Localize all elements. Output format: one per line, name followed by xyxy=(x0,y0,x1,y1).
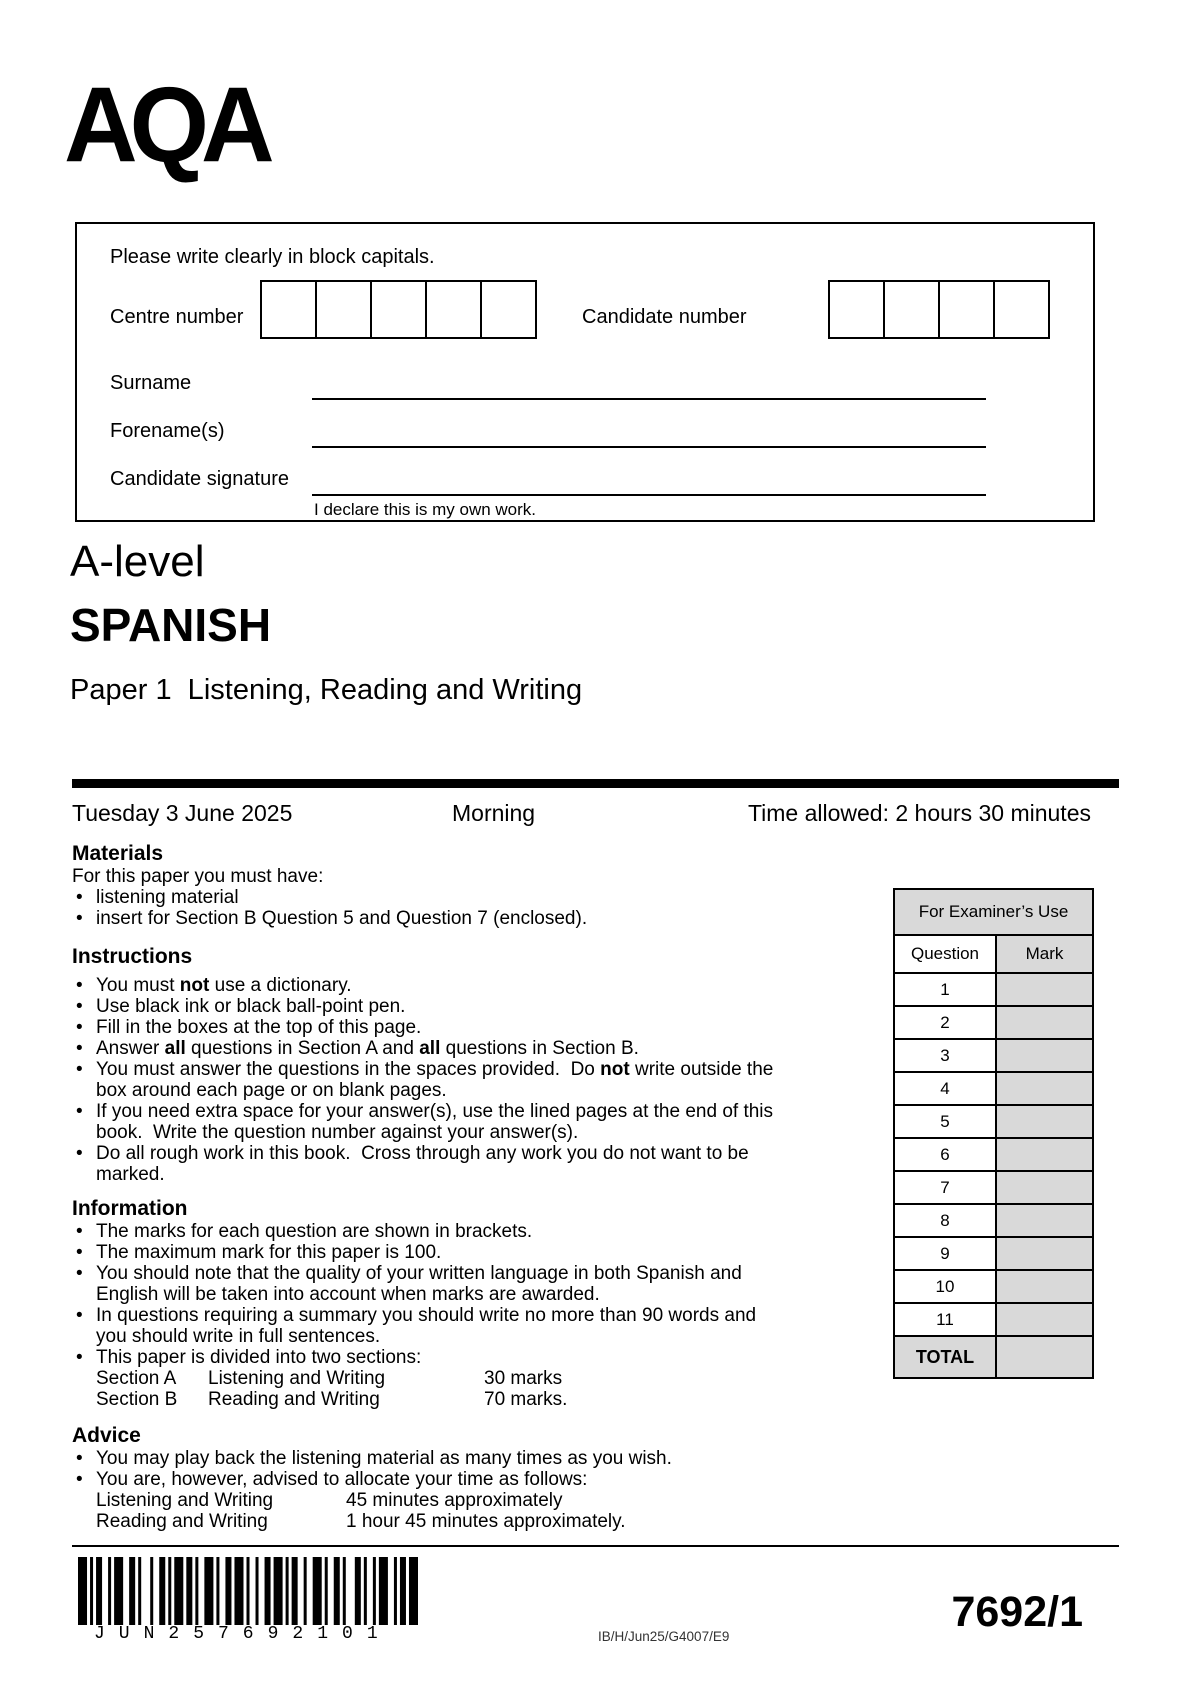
bullet-icon: • xyxy=(76,1101,83,1122)
materials-item: • insert for Section B Question 5 and Question 7 (enclosed). xyxy=(72,908,786,929)
bullet-icon: • xyxy=(76,1242,83,1263)
bullet-icon: • xyxy=(76,1263,83,1284)
candidate-number-digit-box[interactable] xyxy=(828,280,885,339)
information-heading: Information xyxy=(72,1197,188,1220)
candidate-number-digit-box[interactable] xyxy=(885,280,940,339)
for-examiners-use-table xyxy=(893,888,1094,1379)
barcode xyxy=(78,1557,418,1625)
mark-entry-cell[interactable] xyxy=(996,1039,1093,1072)
total-mark-entry-cell[interactable] xyxy=(996,1336,1093,1378)
barcode-text: JUN257692101 xyxy=(94,1624,392,1644)
instructions-heading: Instructions xyxy=(72,945,193,968)
section-marks-row: Section A Listening and Writing 30 marks xyxy=(96,1368,563,1389)
qualification-title: A-level xyxy=(70,537,205,586)
question-number-cell: 11 xyxy=(894,1303,996,1336)
paper-title: Paper 1 Listening, Reading and Writing xyxy=(70,674,583,706)
mark-entry-cell[interactable] xyxy=(996,1204,1093,1237)
candidate-number-label: Candidate number xyxy=(582,306,747,328)
mark-entry-cell[interactable] xyxy=(996,1237,1093,1270)
bullet-icon: • xyxy=(76,1469,83,1490)
time-allocation-row: Reading and Writing 1 hour 45 minutes approximately. xyxy=(96,1511,626,1532)
advice-item: • You are, however, advised to allocate your time as follows: xyxy=(72,1469,786,1490)
examiner-table-row xyxy=(894,1204,1093,1237)
bullet-icon: • xyxy=(76,908,83,929)
declaration-text: I declare this is my own work. xyxy=(314,500,537,519)
examiner-table-title: For Examiner’s Use xyxy=(894,889,1093,935)
materials-intro: For this paper you must have: xyxy=(72,866,324,887)
question-number-cell: 1 xyxy=(894,973,996,1006)
bullet-icon: • xyxy=(76,1059,83,1080)
information-item: • The marks for each question are shown in brackets. xyxy=(72,1221,786,1242)
time-allowed: Time allowed: 2 hours 30 minutes xyxy=(747,800,1091,826)
exam-date: Tuesday 3 June 2025 xyxy=(72,800,293,826)
mark-entry-cell[interactable] xyxy=(996,1270,1093,1303)
bullet-icon: • xyxy=(76,1305,83,1326)
bullet-icon: • xyxy=(76,1448,83,1469)
question-number-cell: 6 xyxy=(894,1138,996,1171)
advice-item: • You may play back the listening material as many times as you wish. xyxy=(72,1448,786,1469)
session-row xyxy=(72,800,1119,827)
examiner-table-row xyxy=(894,1171,1093,1204)
instructions-item: • If you need extra space for your answer(s), use the lined pages at the end of this book. Write the question number against your answer(s). xyxy=(72,1101,786,1143)
centre-number-boxes xyxy=(260,280,537,339)
candidate-signature-field[interactable] xyxy=(312,442,986,496)
candidate-signature-label: Candidate signature xyxy=(110,468,290,490)
examiner-table-row xyxy=(894,1105,1093,1138)
mark-entry-cell[interactable] xyxy=(996,973,1093,1006)
mark-entry-cell[interactable] xyxy=(996,1105,1093,1138)
instructions-item: • Do all rough work in this book. Cross through any work you do not want to be marked. xyxy=(72,1143,786,1185)
paper-code: 7692/1 xyxy=(951,1588,1083,1636)
block-capitals-instruction: Please write clearly in block capitals. xyxy=(110,246,435,268)
instructions-item: • You must answer the questions in the spaces provided. Do not write outside the box around each page or on blank pages. xyxy=(72,1059,786,1101)
bullet-icon: • xyxy=(76,1221,83,1242)
examiner-table-row xyxy=(894,1072,1093,1105)
surname-field[interactable] xyxy=(312,346,986,400)
examiner-table-row xyxy=(894,1138,1093,1171)
forenames-field[interactable] xyxy=(312,394,986,448)
centre-number-digit-box[interactable] xyxy=(427,280,482,339)
question-column-header: Question xyxy=(894,935,996,973)
centre-number-digit-box[interactable] xyxy=(317,280,372,339)
examiner-table-row xyxy=(894,1006,1093,1039)
exam-time-of-day: Morning xyxy=(452,800,536,826)
centre-number-digit-box[interactable] xyxy=(260,280,317,339)
examiner-table-header-row xyxy=(894,935,1093,973)
centre-number-digit-box[interactable] xyxy=(482,280,537,339)
total-label-cell: TOTAL xyxy=(894,1336,996,1378)
question-number-cell: 5 xyxy=(894,1105,996,1138)
subject-title: SPANISH xyxy=(70,599,272,651)
examiner-table-row xyxy=(894,1237,1093,1270)
centre-number-label: Centre number xyxy=(110,306,244,328)
question-number-cell: 2 xyxy=(894,1006,996,1039)
information-item: • In questions requiring a summary you should write no more than 90 words and you should write in full sentences. xyxy=(72,1305,786,1347)
question-number-cell: 4 xyxy=(894,1072,996,1105)
bullet-icon: • xyxy=(76,1017,83,1038)
examiner-table-body xyxy=(894,889,1093,1378)
mark-entry-cell[interactable] xyxy=(996,1138,1093,1171)
question-number-cell: 8 xyxy=(894,1204,996,1237)
materials-heading: Materials xyxy=(72,842,164,865)
examiner-table-title-row xyxy=(894,889,1093,935)
information-item: • This paper is divided into two sections: xyxy=(72,1347,786,1368)
time-allocation-row: Listening and Writing 45 minutes approximately xyxy=(96,1490,563,1511)
information-item: • The maximum mark for this paper is 100. xyxy=(72,1242,786,1263)
information-item: • You should note that the quality of your written language in both Spanish and English will be taken into account when marks are awarded. xyxy=(72,1263,786,1305)
forenames-label: Forename(s) xyxy=(110,420,225,442)
section-marks-row: Section B Reading and Writing 70 marks. xyxy=(96,1389,568,1410)
surname-label: Surname xyxy=(110,372,192,394)
candidate-details-box xyxy=(75,222,1095,522)
examiner-table-row xyxy=(894,1270,1093,1303)
bullet-icon: • xyxy=(76,1347,83,1368)
mark-entry-cell[interactable] xyxy=(996,1072,1093,1105)
examiner-table-row xyxy=(894,1039,1093,1072)
bullet-icon: • xyxy=(76,1143,83,1164)
mark-entry-cell[interactable] xyxy=(996,1171,1093,1204)
candidate-number-digit-box[interactable] xyxy=(995,280,1050,339)
aqa-logo: AQA xyxy=(64,65,267,185)
title-divider-rule xyxy=(72,779,1119,788)
footer-divider-rule xyxy=(72,1545,1119,1547)
question-number-cell: 9 xyxy=(894,1237,996,1270)
bullet-icon: • xyxy=(76,1038,83,1059)
mark-entry-cell[interactable] xyxy=(996,1303,1093,1336)
instructions-item: • You must not use a dictionary. xyxy=(72,975,786,996)
question-number-cell: 3 xyxy=(894,1039,996,1072)
examiner-table-total-row xyxy=(894,1336,1093,1378)
instructions-item: • Answer all questions in Section A and all questions in Section B. xyxy=(72,1038,786,1059)
reference-code: IB/H/Jun25/G4007/E9 xyxy=(598,1629,730,1644)
bullet-icon: • xyxy=(76,996,83,1017)
examiner-table-row xyxy=(894,973,1093,1006)
candidate-number-digit-box[interactable] xyxy=(940,280,995,339)
question-number-cell: 7 xyxy=(894,1171,996,1204)
centre-number-digit-box[interactable] xyxy=(372,280,427,339)
cover-text-column xyxy=(72,842,786,1532)
candidate-number-boxes xyxy=(828,280,1050,339)
bullet-icon: • xyxy=(76,887,83,908)
materials-item: • listening material xyxy=(72,887,786,908)
advice-heading: Advice xyxy=(72,1424,141,1447)
instructions-item: • Use black ink or black ball-point pen. xyxy=(72,996,786,1017)
bullet-icon: • xyxy=(76,975,83,996)
mark-column-header: Mark xyxy=(996,935,1093,973)
question-number-cell: 10 xyxy=(894,1270,996,1303)
instructions-item: • Fill in the boxes at the top of this page. xyxy=(72,1017,786,1038)
mark-entry-cell[interactable] xyxy=(996,1006,1093,1039)
examiner-table-row xyxy=(894,1303,1093,1336)
